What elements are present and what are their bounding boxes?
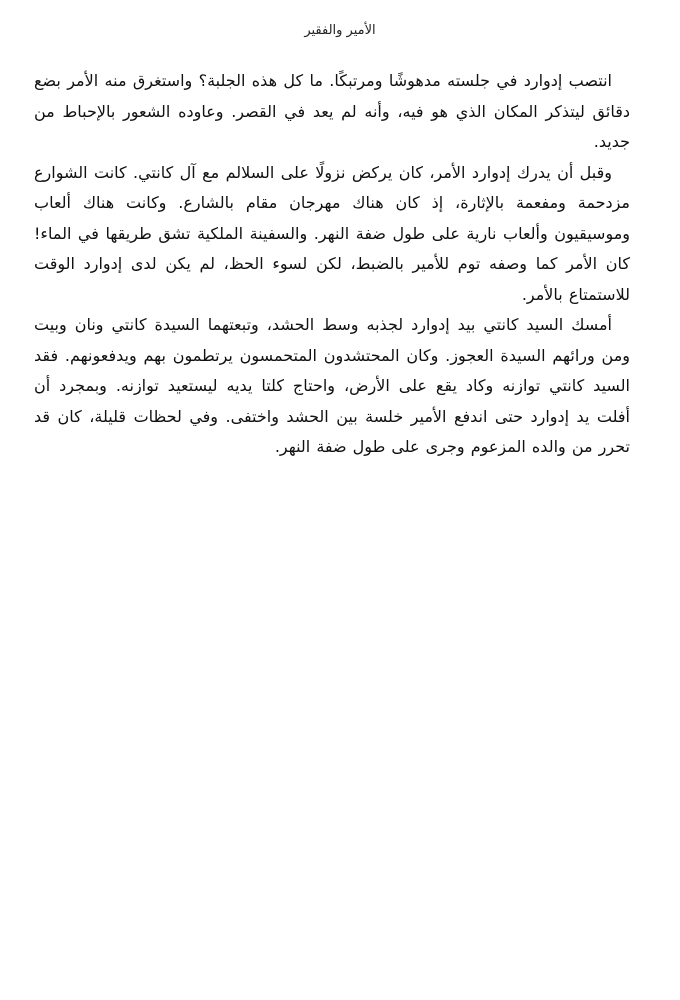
body-text [34, 66, 630, 463]
paragraph-3: أمسك السيد كانتي بيد إدوارد لجذبه وسط الحشد، وتبعتهما السيدة كانتي ونان وبيت ومن ورائهم السيدة العجوز. وكان المحتشدون المتحمسون يرتطمون بهم ويدفعونهم. فقد السيد كانتي توازنه وكاد يقع على الأرض، واحتاج كلتا يديه ليستعيد توازنه. وبمجرد أن أفلت يد إدوارد حتى اندفع الأمير خلسة بين الحشد واختفى. وفي لحظات قليلة، كان قد تحرر من والده المزعوم وجرى على طول ضفة النهر. [34, 315, 630, 456]
running-header-title: الأمير والفقير [304, 23, 376, 38]
paragraph-1: انتصب إدوارد في جلسته مدهوشًا ومرتبكًا. ما كل هذه الجلبة؟ واستغرق منه الأمر بضع دقائق ليتذكر المكان الذي هو فيه، وأنه لم يعد في القصر. وعاوده الشعور بالإحباط من جديد. [34, 71, 630, 151]
paragraph-2: وقبل أن يدرك إدوارد الأمر، كان يركض نزولًا على السلالم مع آل كانتي. كانت الشوارع مزدحمة ومفعمة بالإثارة، إذ كان هناك مهرجان مقام بالشارع. وكانت هناك ألعاب وموسيقيون وألعاب نارية على طول ضفة النهر. والسفينة الملكية تشق طريقها في الماء! كان الأمر كما وصفه توم للأمير بالضبط، لكن لسوء الحظ، لم يكن لدى إدوارد الوقت للاستمتاع بالأمر. [34, 162, 630, 304]
